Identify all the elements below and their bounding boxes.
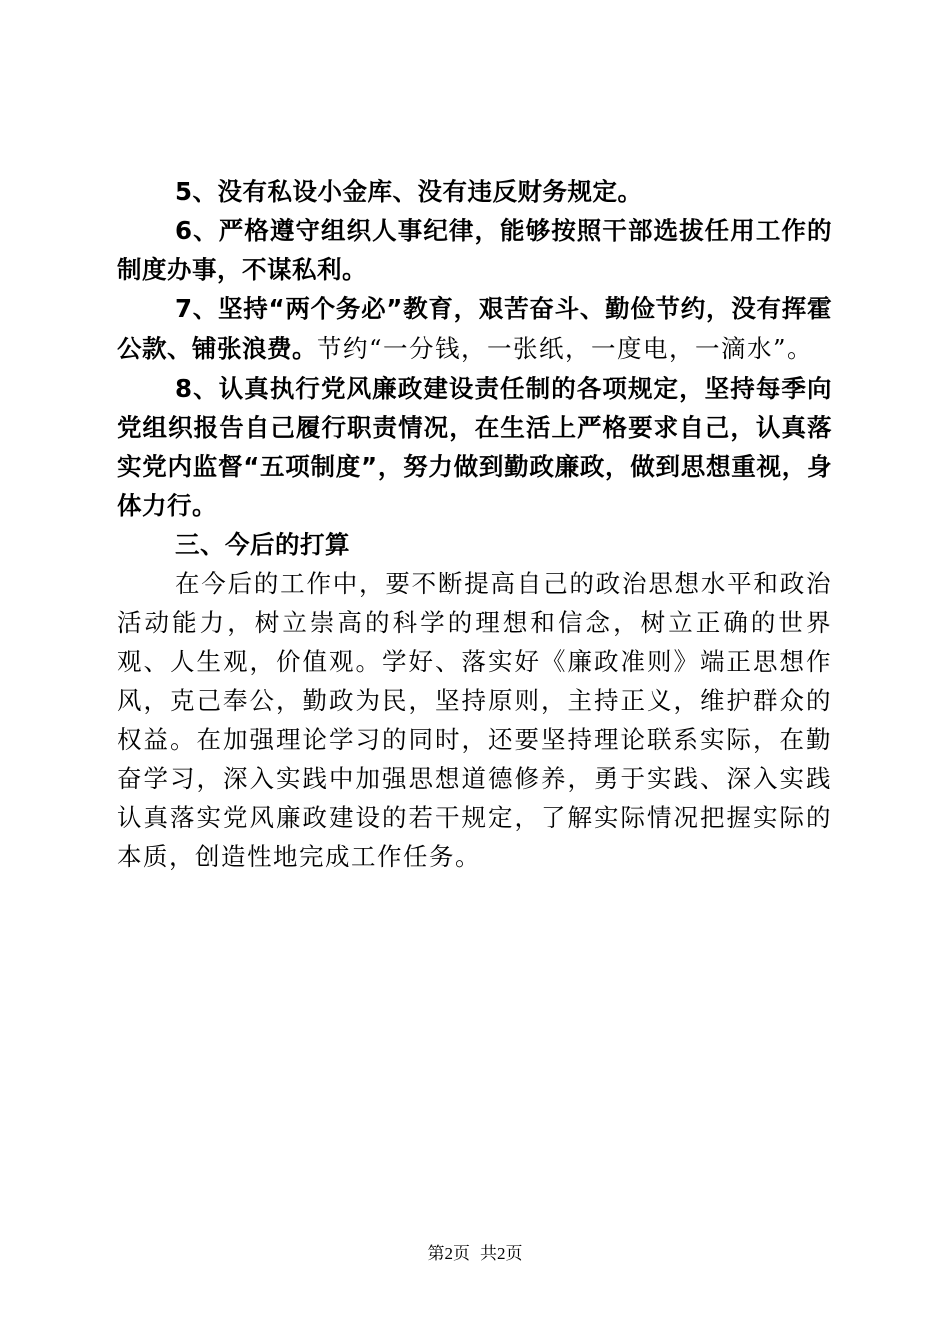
paragraph-item-7-main: 7、坚持“两个务必”教育，艰苦奋斗、勤俭节约，没有挥霍公款、铺张浪费。 [117, 294, 832, 363]
paragraph-item-7 [117, 289, 832, 369]
paragraph-item-8: 8、认真执行党风廉政建设责任制的各项规定，坚持每季向党组织报告自己履行职责情况，在生活上严格要求自己，认真落实党内监督“五项制度”，努力做到勤政廉政，做到思想重视，身体力行。 [117, 374, 832, 520]
page-number: 第2页 [427, 1244, 470, 1263]
paragraph-future-plans: 在今后的工作中，要不断提高自己的政治思想水平和政治活动能力，树立崇高的科学的理想和信念，树立正确的世界观、人生观，价值观。学好、落实好《廉政准则》端正思想作风，克己奉公，勤政为民，坚持原则，主持正义，维护群众的权益。在加强理论学习的同时，还要坚持理论联系实际，在勤奋学习，深入实践中加强思想道德修养，勇于实践、深入实践认真落实党风廉政建设的若干规定，了解实际情况把握实际的本质，创造性地完成工作任务。 [117, 569, 832, 871]
paragraph-item-5: 5、没有私设小金库、没有违反财务规定。 [175, 177, 643, 206]
document-body [117, 172, 832, 876]
paragraph-item-6: 6、严格遵守组织人事纪律，能够按照干部选拔任用工作的制度办事，不谋私利。 [117, 216, 832, 284]
section-heading-future-plans: 三、今后的打算 [175, 530, 350, 559]
page-total: 共2页 [480, 1244, 523, 1263]
page-footer [0, 1242, 950, 1266]
paragraph-item-7-quote: 节约“一分钱，一张纸，一度电，一滴水”。 [317, 334, 814, 363]
